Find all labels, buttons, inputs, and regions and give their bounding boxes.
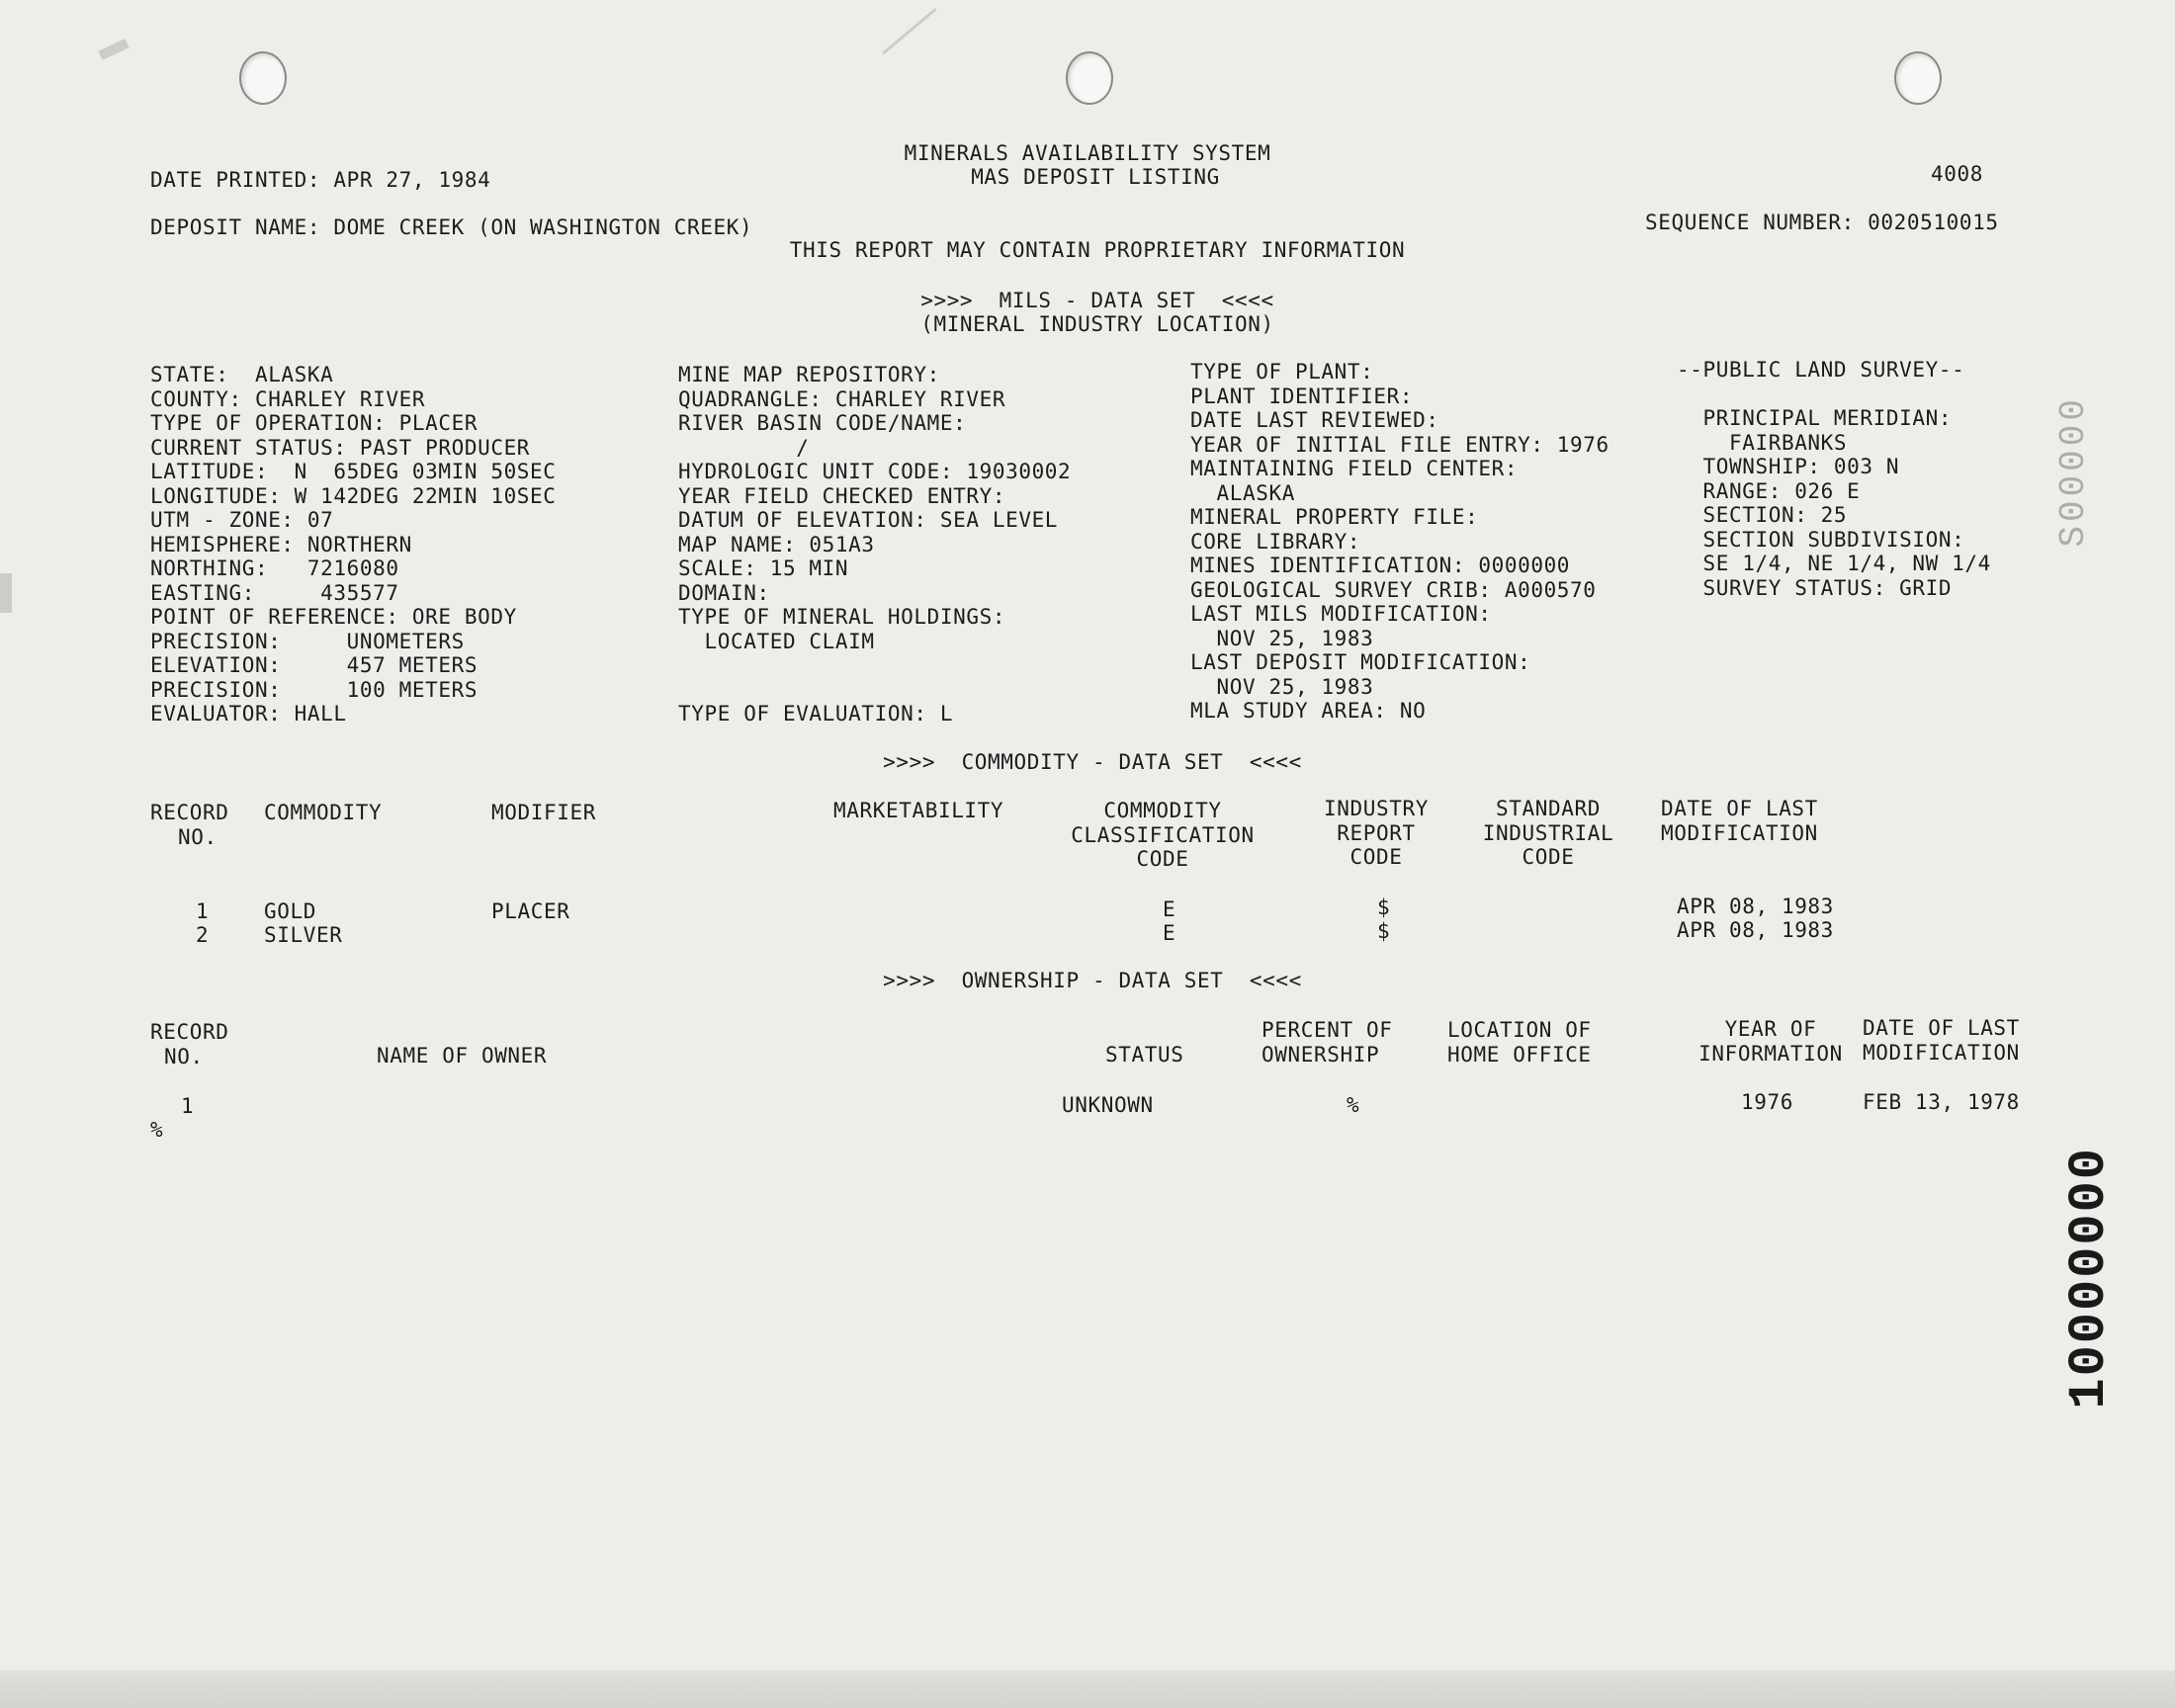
- mils-field: ELEVATION: 457 METERS: [150, 653, 478, 677]
- commodity-header-standard: STANDARD INDUSTRIAL CODE: [1482, 797, 1614, 869]
- commodity-header-classification: COMMODITY CLASSIFICATION CODE: [1071, 799, 1255, 871]
- commodity-header-modifier: MODIFIER: [491, 801, 596, 824]
- ownership-note: %: [150, 1118, 164, 1142]
- mils-field: SECTION: 25: [1677, 503, 1848, 527]
- commodity-name: GOLD: [264, 899, 316, 923]
- ownership-header-record: RECORD NO.: [150, 1020, 229, 1068]
- mils-field: GEOLOGICAL SURVEY CRIB: A000570: [1190, 577, 1597, 602]
- mils-field: [678, 678, 1071, 703]
- ownership-percent: %: [1347, 1093, 1360, 1117]
- page-number: 4008: [1931, 162, 1983, 186]
- mils-field: PRECISION: 100 METERS: [150, 677, 478, 702]
- mils-field: NORTHING: 7216080: [150, 556, 399, 580]
- mils-field: --PUBLIC LAND SURVEY--: [1677, 358, 1965, 382]
- commodity-industry-code: $: [1377, 896, 1391, 919]
- ownership-header-year: YEAR OF INFORMATION: [1698, 1017, 1843, 1066]
- ownership-header-date: DATE OF LAST MODIFICATION: [1863, 1016, 2020, 1065]
- mils-field: MLA STUDY AREA: NO: [1190, 699, 1427, 723]
- binder-hole-right: [1894, 51, 1942, 105]
- ownership-header-status: STATUS: [1105, 1043, 1184, 1067]
- mils-field: ALASKA: [1190, 480, 1295, 505]
- ownership-year: 1976: [1741, 1090, 1793, 1114]
- scan-mark: [882, 8, 937, 54]
- listing-title: MAS DEPOSIT LISTING: [971, 165, 1220, 189]
- public-land-survey-column: [1677, 358, 1991, 600]
- mils-field: NOV 25, 1983: [1190, 674, 1374, 699]
- mils-field: TOWNSHIP: 003 N: [1677, 455, 1900, 478]
- deposit-name: DEPOSIT NAME: DOME CREEK (ON WASHINGTON CREEK): [150, 215, 753, 239]
- margin-stamp-bold: 10000000: [2060, 1147, 2119, 1409]
- scan-edge: [0, 1670, 2175, 1708]
- mils-field: RIVER BASIN CODE/NAME:: [678, 411, 967, 435]
- mils-field: MAINTAINING FIELD CENTER:: [1190, 457, 1519, 480]
- commodity-classification: E: [1163, 921, 1176, 945]
- binder-hole-left: [239, 51, 287, 105]
- mils-field: MINES IDENTIFICATION: 0000000: [1190, 554, 1571, 577]
- system-title: MINERALS AVAILABILITY SYSTEM: [904, 141, 1271, 165]
- mils-field: YEAR FIELD CHECKED ENTRY:: [678, 483, 1006, 508]
- ownership-header-percent: PERCENT OF OWNERSHIP: [1262, 1018, 1393, 1067]
- mils-field: [1677, 383, 1991, 407]
- mils-field: PRINCIPAL MERIDIAN:: [1677, 406, 1953, 430]
- ownership-status: UNKNOWN: [1062, 1093, 1154, 1117]
- commodity-heading: >>>> COMMODITY - DATA SET <<<<: [883, 750, 1302, 774]
- commodity-header-marketability: MARKETABILITY: [833, 799, 1004, 822]
- mils-field: HYDROLOGIC UNIT CODE: 19030002: [678, 460, 1072, 483]
- mils-field: LAST DEPOSIT MODIFICATION:: [1190, 650, 1531, 674]
- sequence-number: SEQUENCE NUMBER: 0020510015: [1645, 211, 1999, 234]
- mils-field: POINT OF REFERENCE: ORE BODY: [150, 605, 517, 629]
- mils-field: NOV 25, 1983: [1190, 626, 1374, 650]
- commodity-date: APR 08, 1983: [1677, 918, 1834, 942]
- commodity-header-industry: INDUSTRY REPORT CODE: [1324, 797, 1429, 869]
- mils-field: COUNTY: CHARLEY RIVER: [150, 386, 426, 411]
- ownership-record-no: 1: [181, 1094, 195, 1118]
- mils-field: TYPE OF MINERAL HOLDINGS:: [678, 605, 1006, 629]
- commodity-header-record: RECORD NO.: [150, 801, 229, 849]
- mils-field: DATE LAST REVIEWED:: [1190, 408, 1439, 432]
- proprietary-notice: THIS REPORT MAY CONTAIN PROPRIETARY INFORMATION: [789, 238, 1406, 262]
- mils-field: LOCATED CLAIM: [678, 629, 875, 653]
- binder-hole-center: [1066, 51, 1113, 105]
- mils-field: /: [678, 435, 810, 460]
- scan-mark: [98, 39, 129, 60]
- commodity-record-no: 2: [196, 923, 210, 947]
- mils-field: UTM - ZONE: 07: [150, 508, 334, 532]
- mils-field: RANGE: 026 E: [1677, 478, 1861, 503]
- mils-field: FAIRBANKS: [1677, 430, 1848, 455]
- commodity-record-no: 1: [196, 899, 210, 923]
- mils-field: DATUM OF ELEVATION: SEA LEVEL: [678, 508, 1059, 532]
- mils-field: [678, 653, 1071, 678]
- mils-field: SECTION SUBDIVISION:: [1677, 527, 1965, 552]
- mils-field: HEMISPHERE: NORTHERN: [150, 532, 412, 556]
- mils-field: TYPE OF PLANT:: [1190, 360, 1374, 384]
- commodity-modifier: PLACER: [491, 899, 570, 923]
- mils-field: SURVEY STATUS: GRID: [1677, 575, 1953, 600]
- mils-field: SCALE: 15 MIN: [678, 556, 849, 580]
- mils-field: EVALUATOR: HALL: [150, 702, 347, 726]
- mils-field: QUADRANGLE: CHARLEY RIVER: [678, 386, 1006, 411]
- mils-field: SE 1/4, NE 1/4, NW 1/4: [1677, 552, 1991, 575]
- mils-heading: >>>> MILS - DATA SET <<<<: [920, 289, 1274, 312]
- mils-field: MINE MAP REPOSITORY:: [678, 363, 940, 386]
- ownership-header-location: LOCATION OF HOME OFFICE: [1447, 1018, 1592, 1067]
- mils-subheading: (MINERAL INDUSTRY LOCATION): [920, 312, 1274, 336]
- ownership-header-name: NAME OF OWNER: [377, 1044, 548, 1068]
- mils-field: LATITUDE: N 65DEG 03MIN 50SEC: [150, 460, 557, 483]
- commodity-header-date: DATE OF LAST MODIFICATION: [1661, 797, 1818, 845]
- mils-field: MAP NAME: 051A3: [678, 532, 875, 556]
- mils-field: LAST MILS MODIFICATION:: [1190, 602, 1492, 626]
- mils-field: DOMAIN:: [678, 580, 770, 605]
- commodity-industry-code: $: [1377, 919, 1391, 943]
- mils-field: CURRENT STATUS: PAST PRODUCER: [150, 435, 531, 460]
- mils-field: PLANT IDENTIFIER:: [1190, 384, 1414, 408]
- mils-field: EASTING: 435577: [150, 580, 399, 605]
- mils-field: YEAR OF INITIAL FILE ENTRY: 1976: [1190, 432, 1610, 457]
- mils-repository-column: [678, 363, 1071, 726]
- mils-location-column: [150, 363, 557, 726]
- scan-mark: [0, 573, 12, 613]
- commodity-name: SILVER: [264, 923, 343, 947]
- date-printed: DATE PRINTED: APR 27, 1984: [150, 168, 491, 192]
- mils-field: STATE: ALASKA: [150, 363, 334, 386]
- commodity-header-commodity: COMMODITY: [264, 801, 383, 824]
- mils-field: TYPE OF OPERATION: PLACER: [150, 411, 478, 435]
- mils-plant-column: [1190, 360, 1610, 724]
- commodity-classification: E: [1163, 897, 1176, 921]
- mils-field: LONGITUDE: W 142DEG 22MIN 10SEC: [150, 483, 557, 508]
- margin-stamp-faint: S00000: [2053, 395, 2094, 548]
- mils-field: CORE LIBRARY:: [1190, 529, 1361, 554]
- ownership-date: FEB 13, 1978: [1863, 1090, 2020, 1114]
- mils-field: TYPE OF EVALUATION: L: [678, 702, 954, 726]
- mils-field: MINERAL PROPERTY FILE:: [1190, 505, 1479, 529]
- ownership-heading: >>>> OWNERSHIP - DATA SET <<<<: [883, 969, 1302, 992]
- mils-field: PRECISION: UNOMETERS: [150, 629, 465, 653]
- commodity-date: APR 08, 1983: [1677, 895, 1834, 918]
